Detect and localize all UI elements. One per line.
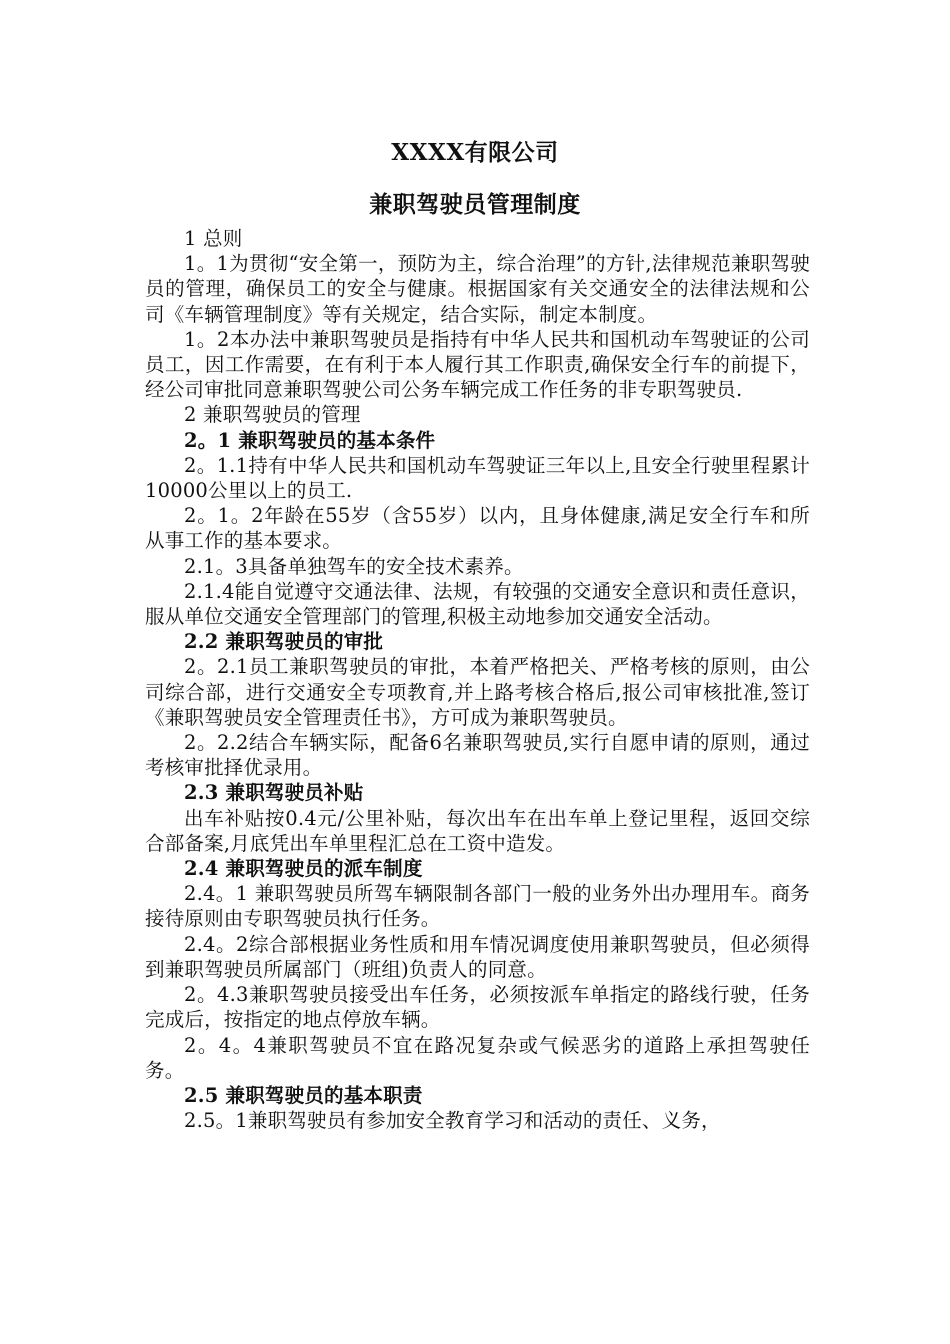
body-paragraph: 2。2.1员工兼职驾驶员的审批，本着严格把关、严格考核的原则，由公司综合部，进行交通安全专项教育,并上路考核合格后,报公司审核批准,签订《兼职驾驶员安全管理责任书》，方可成为兼职驾驶员。 xyxy=(145,655,810,729)
company-title: XXXX有限公司 xyxy=(391,139,559,166)
body-paragraph: 2.1。3具备单独驾车的安全技术素养。 xyxy=(184,554,524,578)
section-heading: 1 总则 xyxy=(184,227,243,250)
section-heading: 2.5 兼职驾驶员的基本职责 xyxy=(184,1083,423,1107)
section-heading: 2。1 兼职驾驶员的基本条件 xyxy=(184,428,436,452)
section-heading: 2.2 兼职驾驶员的审批 xyxy=(184,630,384,654)
document-body xyxy=(145,226,810,1133)
body-paragraph: 2。4.3兼职驾驶员接受出车任务，必须按派车单指定的路线行驶，任务完成后，按指定的地点停放车辆。 xyxy=(145,983,810,1032)
body-paragraph: 出车补贴按0.4元/公里补贴，每次出车在出车单上登记里程，返回交综合部备案,月底凭出车单里程汇总在工资中造发。 xyxy=(145,806,810,855)
section-heading: 2.3 兼职驾驶员补贴 xyxy=(184,781,364,805)
body-paragraph: 2。1.1持有中华人民共和国机动车驾驶证三年以上,且安全行驶里程累计10000公里以上的员工. xyxy=(145,453,810,503)
body-paragraph: 2.4。1 兼职驾驶员所驾车辆限制各部门一般的业务外出办理用车。商务接待原则由专职驾驶员执行任务。 xyxy=(145,882,810,931)
body-paragraph: 2。1。2年龄在55岁（含55岁）以内，且身体健康,满足安全行车和所从事工作的基本要求。 xyxy=(145,504,810,553)
body-paragraph: 2.5。1兼职驾驶员有参加安全教育学习和活动的责任、义务， xyxy=(184,1109,721,1133)
body-paragraph: 1。2本办法中兼职驾驶员是指持有中华人民共和国机动车驾驶证的公司员工，因工作需要，在有利于本人履行其工作职责,确保安全行车的前提下，经公司审批同意兼职驾驶公司公务车辆完成工作任务的非专职驾驶员. xyxy=(145,327,810,402)
body-paragraph: 1。1为贯彻“安全第一，预防为主，综合治理”的方针,法律规范兼职驾驶员的管理，确保员工的安全与健康。根据国家有关交通安全的法律法规和公司《车辆管理制度》等有关规定，结合实际，制定本制度。 xyxy=(145,252,810,326)
body-paragraph: 2。2.2结合车辆实际，配备6名兼职驾驶员,实行自愿申请的原则，通过考核审批择优录用。 xyxy=(145,731,810,780)
body-paragraph: 2.1.4能自觉遵守交通法律、法规，有较强的交通安全意识和责任意识，服从单位交通安全管理部门的管理,积极主动地参加交通安全活动。 xyxy=(145,579,810,629)
document-title: 兼职驾驶员管理制度 xyxy=(369,191,581,218)
body-paragraph: 2.4。2综合部根据业务性质和用车情况调度使用兼职驾驶员，但必须得到兼职驾驶员所属部门（班组)负责人的同意。 xyxy=(145,932,810,981)
section-heading: 2 兼职驾驶员的管理 xyxy=(184,403,361,427)
section-heading: 2.4 兼职驾驶员的派车制度 xyxy=(184,857,423,881)
body-paragraph: 2。4。4兼职驾驶员不宜在路况复杂或气候恶劣的道路上承担驾驶任务。 xyxy=(145,1033,810,1082)
